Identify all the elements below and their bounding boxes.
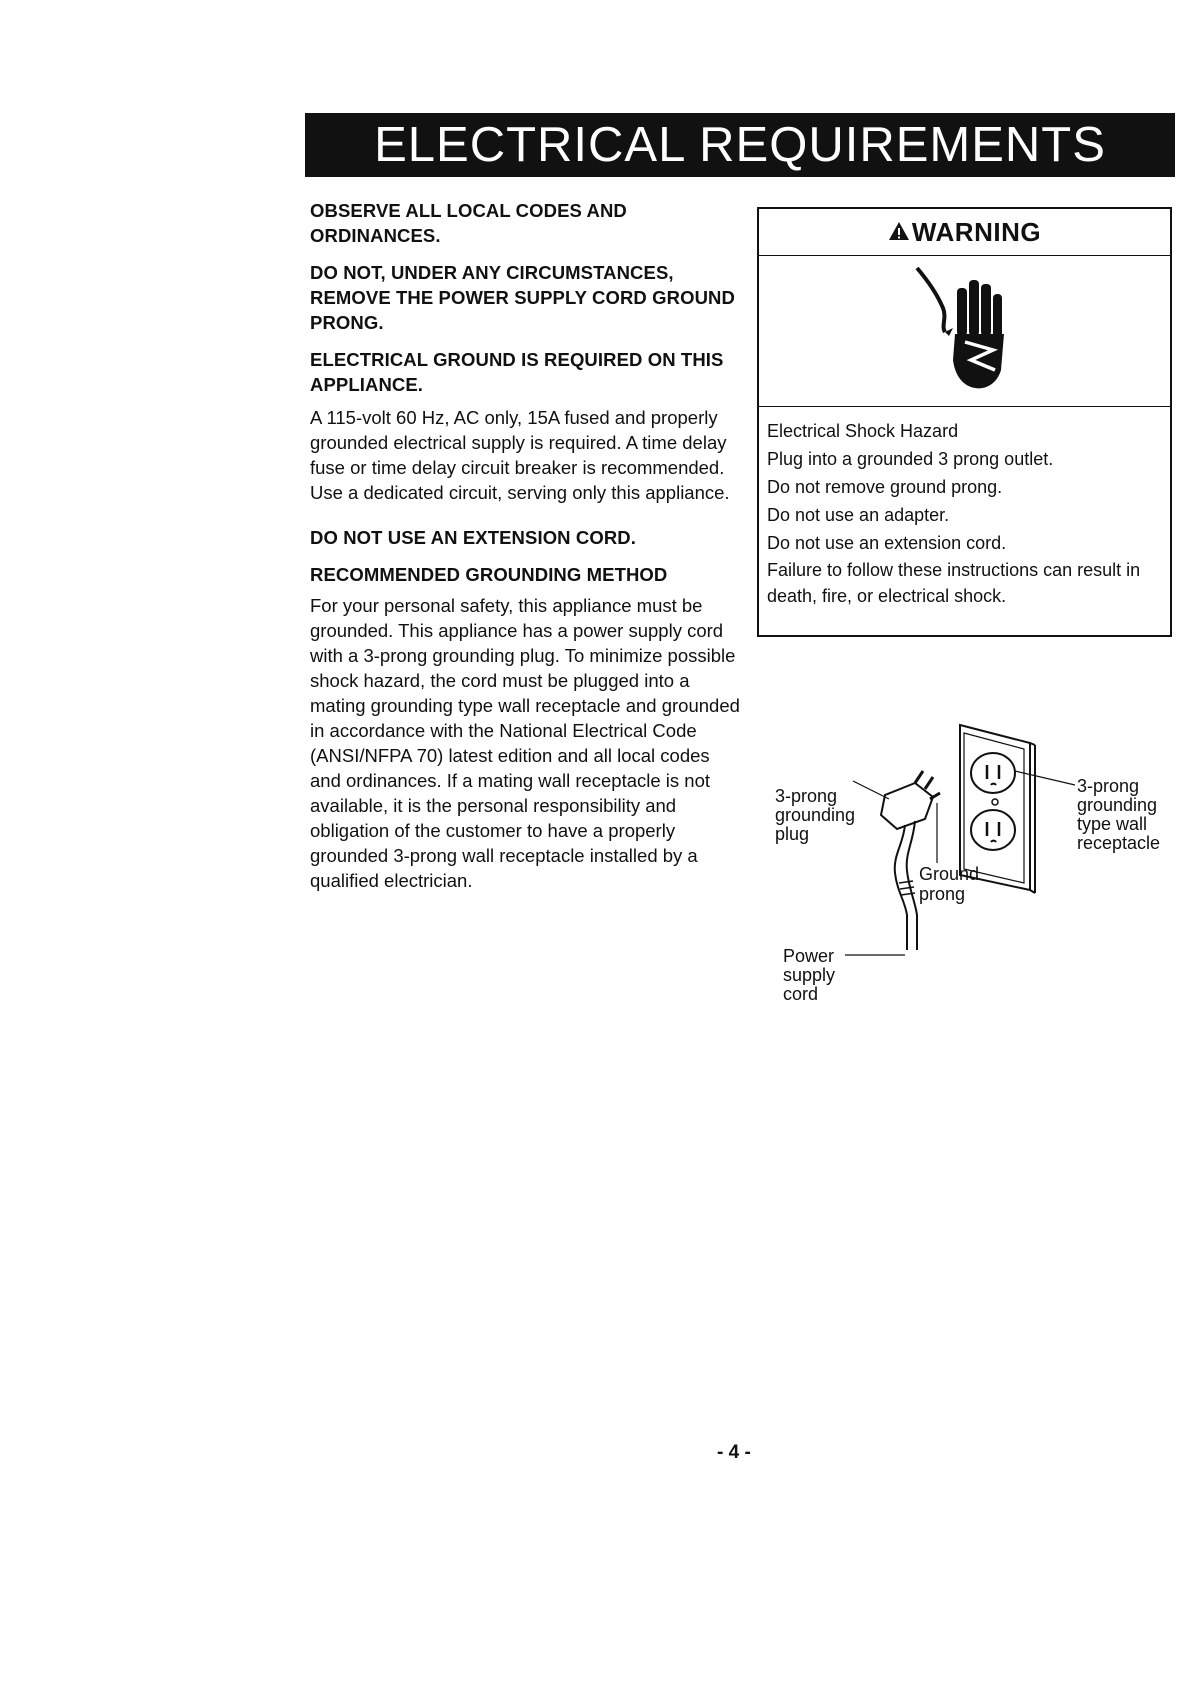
warning-box — [757, 207, 1172, 637]
plug-label-line: plug — [775, 824, 810, 844]
warning-line: Do not use an adapter. — [767, 505, 950, 525]
ground-required-heading: ELECTRICAL GROUND IS REQUIRED ON THIS APPLIANCE. — [310, 349, 724, 395]
warning-header — [759, 209, 1170, 256]
warning-line: Do not remove ground prong. — [767, 477, 1003, 497]
plug-label-line: 3-prong — [775, 786, 838, 806]
page-title: ELECTRICAL REQUIREMENTS — [305, 113, 1175, 177]
warning-line: Electrical Shock Hazard — [767, 421, 959, 441]
instructions-column — [310, 198, 740, 909]
grounding-method-heading: RECOMMENDED GROUNDING METHOD — [310, 564, 668, 585]
warning-text-list — [759, 407, 1170, 609]
plug-label-line: grounding — [775, 805, 856, 825]
supply-requirements-text: A 115-volt 60 Hz, AC only, 15A fused and properly grounded electrical supply is required. A time delay fuse or time delay circuit breaker is recommended. Use a dedicated circuit, serving only this appliance. — [310, 407, 730, 503]
warning-title: WARNING — [911, 216, 1042, 247]
page-number: - 4 - — [717, 1442, 751, 1463]
cord-label-line: Power — [783, 946, 835, 966]
warning-line: Failure to follow these instructions can result in death, fire, or electrical shock. — [767, 560, 1141, 606]
extension-cord-heading: DO NOT USE AN EXTENSION CORD. — [310, 527, 636, 548]
receptacle-label-line: 3-prong — [1077, 776, 1140, 796]
electrical-shock-hand-icon — [909, 260, 1019, 400]
ground-prong-label-line: Ground — [919, 864, 980, 884]
grounding-method-text: For your personal safety, this appliance must be grounded. This appliance has a power supply cord with a 3-prong grounding plug. To minimize possible shock hazard, the cord must be plugged into a mating grounding type wall receptacle and grounded in accordance with the National Electrical Code (ANSI/NFPA 70) latest edition and all local codes and ordinances. If a mating wall receptacle is not available, it is the personal responsibility and obligation of the customer to have a properly grounded 3-prong wall receptacle installed by a qualified electrician. — [310, 595, 740, 891]
receptacle-label-line: receptacle — [1077, 833, 1161, 853]
ground-prong-label-line: prong — [919, 884, 966, 904]
grounding-plug-diagram — [765, 715, 1175, 1015]
codes-heading: OBSERVE ALL LOCAL CODES AND ORDINANCES. — [310, 200, 627, 246]
receptacle-label-line: grounding — [1077, 795, 1158, 815]
receptacle-label-line: type wall — [1077, 814, 1148, 834]
warning-line: Plug into a grounded 3 prong outlet. — [767, 449, 1054, 469]
ground-prong-heading: DO NOT, UNDER ANY CIRCUMSTANCES, REMOVE THE POWER SUPPLY CORD GROUND PRONG. — [310, 262, 735, 333]
cord-label-line: supply — [783, 965, 836, 985]
hazard-symbol-area — [759, 256, 1170, 407]
warning-line: Do not use an extension cord. — [767, 533, 1007, 553]
warning-triangle-icon — [888, 217, 910, 248]
cord-label-line: cord — [783, 984, 819, 1004]
